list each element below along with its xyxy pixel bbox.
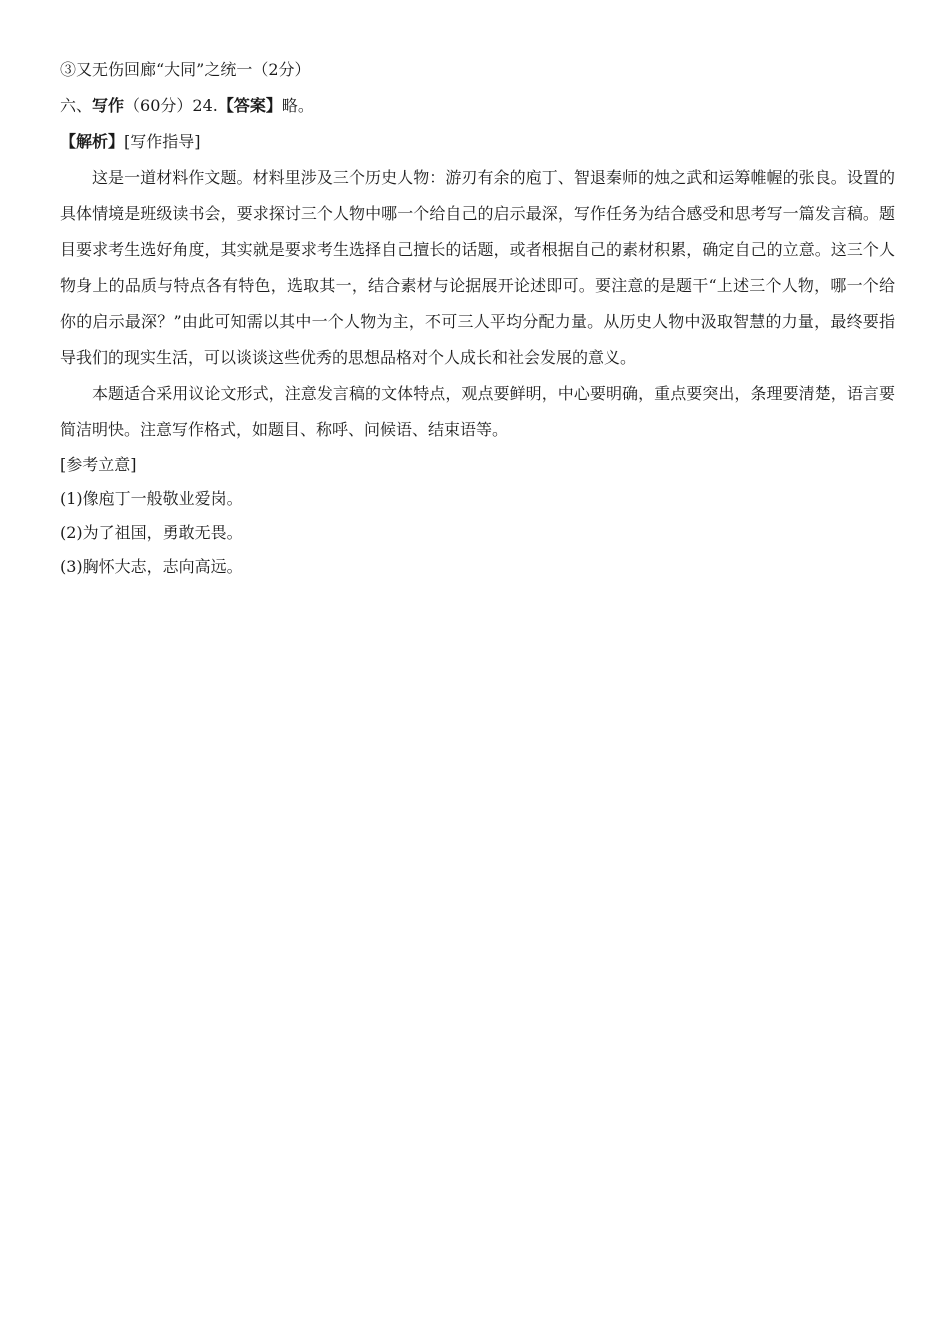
analysis-label: 【解析】 xyxy=(60,132,125,151)
reference-item-3: (3)胸怀大志，志向高远。 xyxy=(60,557,243,576)
analysis-paragraph-2: 本题适合采用议论文形式，注意发言稿的文体特点，观点要鲜明，中心要明确，重点要突出，条理要清楚，语言要简洁明快。注意写作格式，如题目、称呼、问候语、结束语等。 xyxy=(60,384,895,439)
section-score-number: （60分）24. xyxy=(124,96,218,115)
section-title: 写作 xyxy=(92,96,125,115)
section-heading xyxy=(60,94,895,118)
answer-label: 【答案】 xyxy=(217,96,282,115)
analysis-heading xyxy=(60,130,895,154)
answer-text: 略。 xyxy=(281,96,314,115)
previous-answer-line: ③又无伤回廊“大同”之统一（2分） xyxy=(60,60,311,79)
reference-item-1: (1)像庖丁一般敬业爱岗。 xyxy=(60,489,243,508)
section-prefix: 六、 xyxy=(60,96,93,115)
reference-item-2: (2)为了祖国，勇敢无畏。 xyxy=(60,523,243,542)
document-content xyxy=(60,58,895,584)
analysis-paragraph-1: 这是一道材料作文题。材料里涉及三个历史人物：游刃有余的庖丁、智退秦师的烛之武和运筹帷幄的张良。设置的具体情境是班级读书会，要求探讨三个人物中哪一个给自己的启示最深，写作任务为结合感受和思考写一篇发言稿。题目要求考生选好角度，其实就是要求考生选择自己擅长的话题，或者根据自己的素材积累，确定自己的立意。这三个人物身上的品质与特点各有特色，选取其一，结合素材与论据展开论述即可。要注意的是题干“上述三个人物，哪一个给你的启示最深？”由此可知需以其中一个人物为主，不可三人平均分配力量。从历史人物中汲取智慧的力量，最终要指导我们的现实生活，可以谈谈这些优秀的思想品格对个人成长和社会发展的意义。 xyxy=(60,168,895,367)
analysis-sub-label: [写作指导] xyxy=(124,132,201,151)
reference-label: [参考立意] xyxy=(60,455,137,474)
